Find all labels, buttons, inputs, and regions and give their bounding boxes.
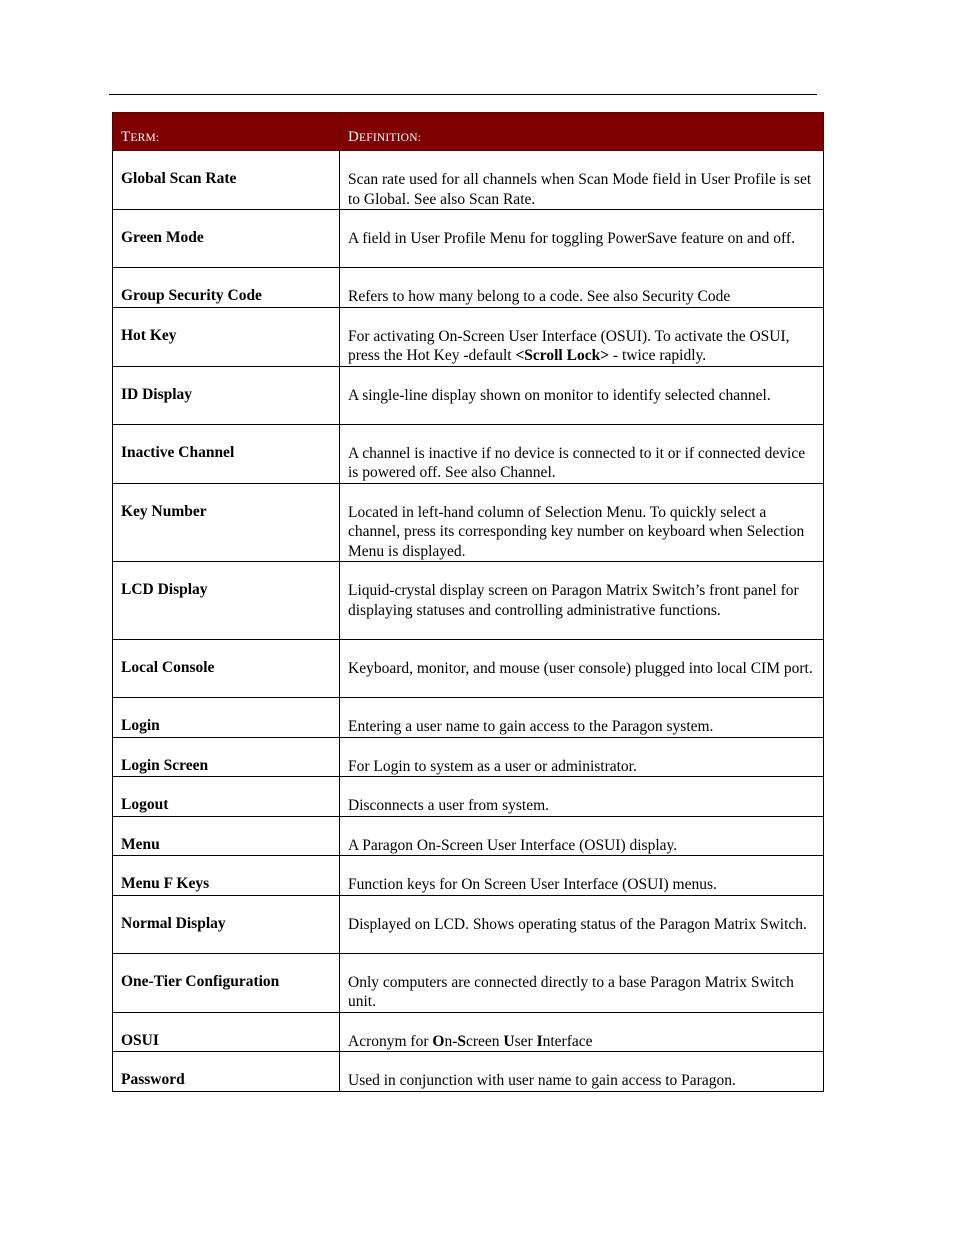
table-row [113,210,824,268]
definition-cell: For Login to system as a user or administrator. [340,737,824,777]
definition-header-label: DEFINITION: [348,128,422,145]
term-cell: LCD Display [113,562,340,640]
definition-cell: Entering a user name to gain access to the Paragon system. [340,698,824,738]
table-row [113,1012,824,1052]
definition-cell: Keyboard, monitor, and mouse (user console) plugged into local CIM port. [340,640,824,698]
definition-cell: Disconnects a user from system. [340,777,824,817]
definition-cell: Located in left-hand column of Selection Menu. To quickly select a channel, press its corresponding key number on keyboard when Selection Menu is displayed. [340,483,824,562]
term-cell: Password [113,1052,340,1092]
acronym-letter: I [536,1032,543,1050]
term-cell: One-Tier Configuration [113,953,340,1012]
definition-column-header [340,113,824,151]
acronym-letter: O [432,1032,445,1050]
table-row [113,483,824,562]
table-row [113,856,824,896]
table-row [113,640,824,698]
definition-cell: Displayed on LCD. Shows operating status of the Paragon Matrix Switch. [340,895,824,953]
table-row [113,424,824,483]
table-row [113,895,824,953]
table-row [113,777,824,817]
definition-cell [340,307,824,366]
definition-text: n- [444,1032,458,1050]
table-row [113,366,824,424]
term-cell: Logout [113,777,340,817]
table-row [113,737,824,777]
table-header-row [113,113,824,151]
header-rule [109,94,817,95]
acronym-letter: U [503,1032,515,1050]
definition-cell: Function keys for On Screen User Interface (OSUI) menus. [340,856,824,896]
term-cell: Green Mode [113,210,340,268]
definition-cell: Refers to how many belong to a code. See also Security Code [340,268,824,308]
term-cell: Menu [113,816,340,856]
term-cell: Login [113,698,340,738]
term-cell: Inactive Channel [113,424,340,483]
term-cell: Local Console [113,640,340,698]
term-cell: Normal Display [113,895,340,953]
definition-text: nterface [542,1032,593,1050]
table-row [113,268,824,308]
definition-cell: A channel is inactive if no device is connected to it or if connected device is powered off. See also Channel. [340,424,824,483]
term-column-header [113,113,340,151]
definition-cell: A single-line display shown on monitor to identify selected channel. [340,366,824,424]
term-cell: Login Screen [113,737,340,777]
acronym-letter: S [457,1032,466,1050]
table-row [113,1052,824,1092]
term-cell: Group Security Code [113,268,340,308]
glossary-table [112,112,824,1092]
hotkey-text: <Scroll Lock> [515,347,610,364]
term-cell: Menu F Keys [113,856,340,896]
table-row [113,562,824,640]
definition-cell: A Paragon On-Screen User Interface (OSUI) display. [340,816,824,856]
term-cell: Hot Key [113,307,340,366]
term-cell: Key Number [113,483,340,562]
definition-text: For activating On-Screen User Interface (OSUI). To activate the OSUI, press the Hot Key -default [348,327,790,364]
definition-text: ser [514,1032,537,1050]
table-row [113,151,824,210]
definition-text: - twice rapidly. [609,347,707,364]
definition-text: Acronym for [348,1032,433,1050]
term-cell: ID Display [113,366,340,424]
definition-cell: Scan rate used for all channels when Scan Mode field in User Profile is set to Global. See also Scan Rate. [340,151,824,210]
definition-cell: Used in conjunction with user name to gain access to Paragon. [340,1052,824,1092]
table-row [113,307,824,366]
table-row [113,953,824,1012]
table-row [113,816,824,856]
definition-cell [340,1012,824,1052]
definition-cell: Liquid-crystal display screen on Paragon Matrix Switch’s front panel for displaying statuses and controlling administrative functions. [340,562,824,640]
term-header-label: TERM: [121,128,160,145]
table-row [113,698,824,738]
definition-cell: Only computers are connected directly to a base Paragon Matrix Switch unit. [340,953,824,1012]
definition-cell: A field in User Profile Menu for toggling PowerSave feature on and off. [340,210,824,268]
term-cell: Global Scan Rate [113,151,340,210]
term-cell: OSUI [113,1012,340,1052]
definition-text: creen [465,1032,504,1050]
